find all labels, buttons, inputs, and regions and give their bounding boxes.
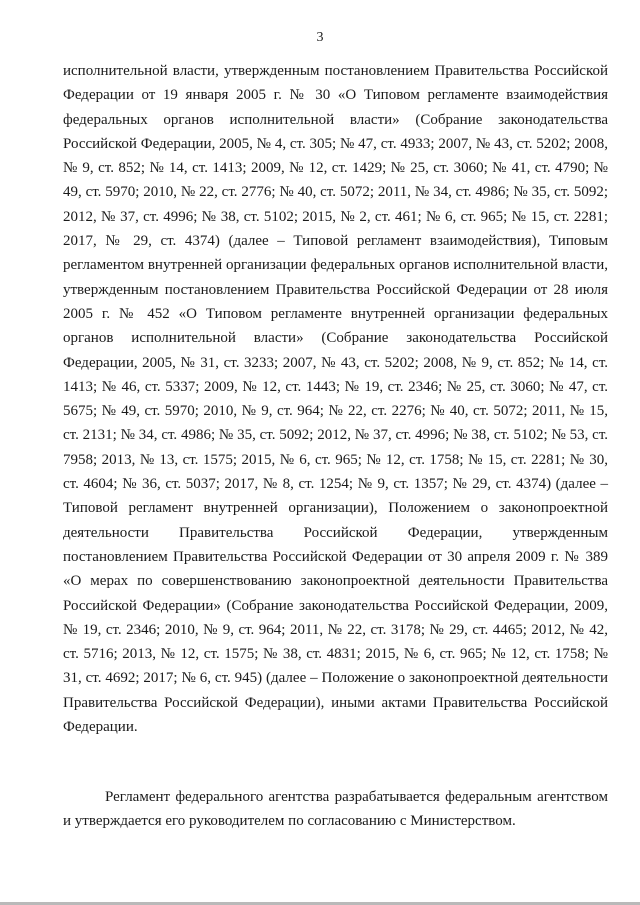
body-paragraph-2: Регламент федерального агентства разрабатывается федеральным агентством и утверждается его руководителем по согласованию с Министерством. bbox=[63, 789, 608, 830]
page-number: 3 bbox=[316, 30, 324, 45]
body-paragraph-1: исполнительной власти, утвержденным постановлением Правительства Российской Федерации от 19 января 2005 г. № 30 «О Типовом регламенте взаимодействия федеральных органов исполнительной власти» (Собрание законодательства Российской Федерации, 2005, № 4, ст. 305; № 47, ст. 4933; 2007, № 43, ст. 5202; 2008, № 9, ст. 852; № 14, ст. 1413; 2009, № 12, ст. 1429; № 25, ст. 3060; № 41, ст. 4790; № 49, ст. 5970; 2010, № 22, ст. 2776; № 40, ст. 5072; 2011, № 34, ст. 4986; № 35, ст. 5092; 2012, № 37, ст. 4996; № 38, ст. 5102; 2015, № 2, ст. 461; № 6, ст. 965; № 15, ст. 2281; 2017, № 29, ст. 4374) (далее – Типовой регламент взаимодействия), Типовым регламентом внутренней организации федеральных органов исполнительной власти, утвержденным постановлением Правительства Российской Федерации от 28 июля 2005 г. № 452 «О Типовом регламенте внутренней организации федеральных органов исполнительной власти» (Собрание законодательства Российской Федерации, 2005, № 31, ст. 3233; 2007, № 43, ст. 5202; 2008, № 9, ст. 852; № 14, ст. 1413; № 46, ст. 5337; 2009, № 12, ст. 1443; № 19, ст. 2346; № 25, ст. 3060; № 47, ст. 5675; № 49, ст. 5970; 2010, № 9, ст. 964; № 22, ст. 2276; № 40, ст. 5072; 2011, № 15, ст. 2131; № 34, ст. 4986; № 35, ст. 5092; 2012, № 37, ст. 4996; № 38, ст. 5102; № 53, ст. 7958; 2013, № 13, ст. 1575; 2015, № 6, ст. 965; № 12, ст. 1758; № 15, ст. 2281; № 30, ст. 4604; № 36, ст. 5037; 2017, № 8, ст. 1254; № 9, ст. 1357; № 29, ст. 4374) (далее – Типовой регламент внутренней организации), Положением о законопроектной деятельности Правительства Российской Федерации, утвержденным постановлением Правительства Российской Федерации от 30 апреля 2009 г. № 389 «О мерах по совершенствованию законопроектной деятельности Правительства Российской Федерации» (Собрание законодательства Российской Федерации, 2009, № 19, ст. 2346; 2010, № 9, ст. 964; 2011, № 22, ст. 3178; № 29, ст. 4465; 2012, № 42, ст. 5716; 2013, № 12, ст. 1575; № 38, ст. 4831; 2015, № 6, ст. 965; № 12, ст. 1758; № 31, ст. 4692; 2017; № 6, ст. 945) (далее – Положение о законопроектной деятельности Правительства Российской Федерации), иными актами Правительства Российской Федерации. bbox=[63, 63, 608, 736]
